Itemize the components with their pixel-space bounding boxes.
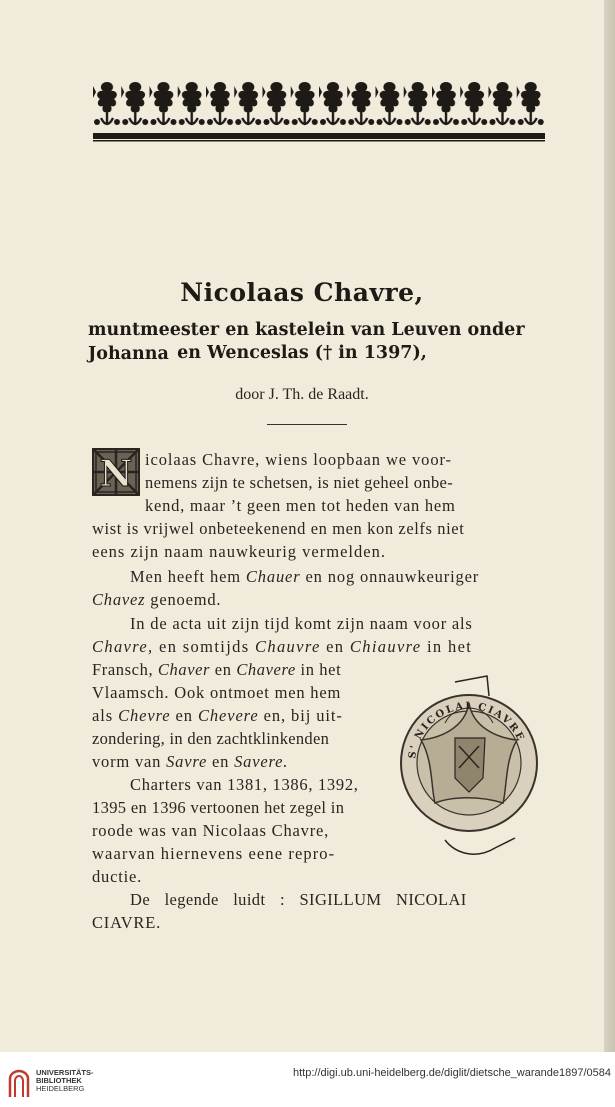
text-line: De legende luidt : SIGILLUM NICOLAI bbox=[130, 890, 467, 909]
wax-seal-illustration bbox=[395, 668, 545, 868]
article-title: Nicolaas Chavre, bbox=[180, 278, 424, 307]
text-line: Chavre, en somtijds Chauvre en Chiauvre in het bbox=[92, 637, 473, 656]
text-line: In de acta uit zijn tijd komt zijn naam voor als bbox=[130, 614, 473, 633]
page-edge bbox=[604, 0, 615, 1052]
text-line: ductie. bbox=[92, 867, 143, 886]
university-library-logo-icon bbox=[8, 1069, 30, 1099]
article-subtitle-line-2: en Wenceslas († in 1397), bbox=[177, 343, 427, 363]
text-line: Fransch, Chaver en Chavere in het bbox=[92, 660, 342, 679]
drop-cap-letter: N bbox=[99, 453, 133, 495]
text-line: nemens zijn te schetsen, is niet geheel onbe- bbox=[145, 473, 454, 492]
author-byline: door J. Th. de Raadt. bbox=[235, 386, 369, 403]
article-subtitle-line-1: muntmeester en kastelein van Leuven onder Johanna bbox=[88, 320, 525, 364]
ornamental-header-band bbox=[93, 78, 545, 144]
text-line: 1395 en 1396 vertoonen het zegel in bbox=[92, 798, 345, 817]
text-line: zondering, in den zachtklinkenden bbox=[92, 729, 330, 748]
text-line: wist is vrijwel onbeteekenend en men kon zelfs niet bbox=[92, 519, 465, 538]
source-url[interactable]: http://digi.ub.uni-heidelberg.de/diglit/dietsche_warande1897/0584 bbox=[292, 1067, 611, 1079]
separator-rule bbox=[267, 424, 347, 425]
text-line: waarvan hiernevens eene repro- bbox=[92, 844, 336, 863]
text-line: roode was van Nicolaas Chavre, bbox=[92, 821, 330, 840]
library-name: UNIVERSITÄTS- BIBLIOTHEK HEIDELBERG bbox=[36, 1068, 94, 1093]
text-line: kend, maar ’t geen men tot heden van hem bbox=[145, 496, 456, 515]
seal-legend: S' NICOLAI CIAVRE bbox=[407, 700, 527, 760]
text-line: Chavez genoemd. bbox=[92, 590, 222, 609]
text-line: CIAVRE. bbox=[92, 913, 162, 932]
text-line: Men heeft hem Chauer en nog onnauwkeuriger bbox=[130, 567, 480, 586]
text-line: Charters van 1381, 1386, 1392, bbox=[130, 775, 359, 794]
drop-cap-initial bbox=[92, 448, 140, 496]
text-line: icolaas Chavre, wiens loopbaan we voor- bbox=[145, 450, 452, 469]
text-line: als Chevre en Chevere en, bij uit- bbox=[92, 706, 343, 725]
text-line: eens zijn naam nauwkeurig vermelden. bbox=[92, 542, 386, 561]
text-line: Vlaamsch. Ook ontmoet men hem bbox=[92, 683, 342, 702]
text-line: vorm van Savre en Savere. bbox=[92, 752, 289, 771]
